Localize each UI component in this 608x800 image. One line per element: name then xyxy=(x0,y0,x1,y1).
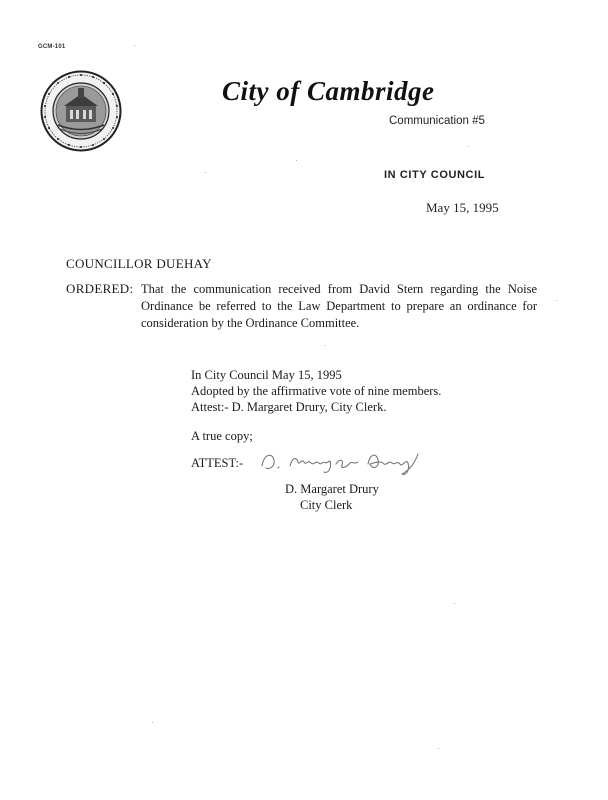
handwritten-signature-icon xyxy=(256,446,426,478)
action-line-vote: Adopted by the affirmative vote of nine members. xyxy=(191,384,442,398)
action-line-attest: Attest:- D. Margaret Drury, City Clerk. xyxy=(191,400,387,414)
clerk-title: City Clerk xyxy=(300,498,353,512)
city-seal-icon xyxy=(40,70,122,152)
councillor-name: COUNCILLOR DUEHAY xyxy=(66,256,212,271)
attest-label: ATTEST:- xyxy=(191,456,244,470)
communication-number: Communication #5 xyxy=(389,115,485,127)
form-code: GCM-101 xyxy=(38,44,66,50)
clerk-name: D. Margaret Drury xyxy=(285,482,379,496)
action-line-date: In City Council May 15, 1995 xyxy=(191,368,342,382)
ordered-label: ORDERED: xyxy=(66,281,134,296)
true-copy-label: A true copy; xyxy=(191,429,253,443)
ordered-text: That the communication received from David Stern regarding the Noise Ordinance be referred to the Law Department to prepare an ordinance for consideration by the Ordinance Committee. xyxy=(141,282,537,331)
date: May 15, 1995 xyxy=(426,200,499,215)
city-title: City of Cambridge xyxy=(222,76,435,106)
in-city-council-heading: IN CITY COUNCIL xyxy=(384,169,486,181)
